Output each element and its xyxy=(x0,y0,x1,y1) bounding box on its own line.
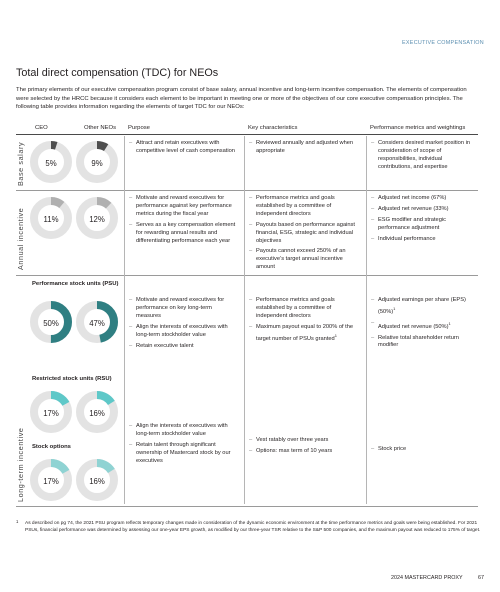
pct-rsu-other: 16% xyxy=(89,409,105,418)
pct-base-salary-other: 9% xyxy=(91,159,103,168)
base-salary-metrics xyxy=(371,140,475,175)
pct-base-salary-ceo: 5% xyxy=(45,159,57,168)
row-label-base-salary: Base salary xyxy=(16,141,25,186)
footnote-ref: 1 xyxy=(448,320,451,326)
pct-annual-other: 12% xyxy=(89,215,105,224)
bullet-item: – Adjusted net revenue $(50\%)^1$ xyxy=(371,320,475,332)
col-header-key: Key characteristics xyxy=(248,125,298,131)
footnote xyxy=(16,520,484,534)
page-number: 67 xyxy=(478,575,484,581)
row-label-annual-incentive: Annual incentive xyxy=(16,207,25,270)
table-rule xyxy=(16,134,478,135)
bullet-item: – Stock price xyxy=(371,446,475,454)
intro-paragraph: The primary elements of our executive compensation program consist of base salary, annual incentive and long-term incentive compensation. The elements of compensation were selected by the HRCC because it considers each element to be important in meeting one or more of the objectives of our core executive compensation principles. The following table provides information regarding the elements of target TDC for our NEOs: xyxy=(16,87,467,111)
annual-purpose xyxy=(129,195,237,248)
footnote-ref: 1 xyxy=(334,332,337,338)
bullet-item: – Motivate and reward executives for performance on key long-term measures xyxy=(129,297,237,321)
bullet-item: – Adjusted net revenue (33%) xyxy=(371,206,475,214)
pct-options-ceo: 17% xyxy=(43,477,59,486)
footnote-text: As described on pg 74, the 2021 PSU program reflects temporary changes made in consideration of the dynamic economic environment at the time performance metrics and goals were being established. For 2021 PSUs, financial performance was determined by assessing our one-year EPS growth, as modified by our three-year TSR relative to the S&P 500 companies, and the maximum payout was reduced to 175% of target. xyxy=(25,521,481,534)
section-label: EXECUTIVE COMPENSATION xyxy=(402,40,484,46)
pct-psu-ceo: 50% xyxy=(43,319,59,328)
footnote-ref: 1 xyxy=(393,305,396,311)
bullet-item: – Align the interests of executives with long-term stockholder value xyxy=(129,423,237,439)
psu-purpose xyxy=(129,297,237,353)
pct-rsu-ceo: 17% xyxy=(43,409,59,418)
options-heading: Stock options xyxy=(32,444,71,450)
table-rule xyxy=(16,506,478,507)
bullet-item: – Payouts based on performance against financial, ESG, strategic and individual objectives xyxy=(249,222,357,246)
bullet-item: – Performance metrics and goals established by a committee of independent directors xyxy=(249,195,357,219)
col-header-ceo: CEO xyxy=(35,125,48,131)
bullet-item: – Adjusted earnings per share (EPS) $(50\%)^1$ xyxy=(371,297,475,317)
footer-doc-title: 2024 MASTERCARD PROXY xyxy=(391,575,463,581)
annual-metrics xyxy=(371,195,475,247)
pct-psu-other: 47% xyxy=(89,319,105,328)
column-divider xyxy=(366,136,367,504)
psu-heading: Performance stock units (PSU) xyxy=(32,281,119,287)
col-header-other-neos: Other NEOs xyxy=(84,125,117,131)
page-title: Total direct compensation (TDC) for NEOs xyxy=(16,67,219,79)
rsu-options-key xyxy=(249,437,357,459)
bullet-item: – Options: max term of 10 years xyxy=(249,448,357,456)
column-divider xyxy=(124,136,125,504)
row-label-long-term-incentive: Long-term incentive xyxy=(16,427,25,502)
bullet-item: – Payouts cannot exceed 250% of an executive’s target annual incentive amount xyxy=(249,248,357,272)
bullet-item: – Performance metrics and goals established by a committee of independent directors xyxy=(249,297,357,321)
bullet-item: – Maximum payout equal to 200% of the target number of PSUs granted$^1$ xyxy=(249,324,357,344)
bullet-item: – Reviewed annually and adjusted when appropriate xyxy=(249,140,357,156)
pct-annual-ceo: 11% xyxy=(43,215,59,224)
page-footer xyxy=(391,575,484,581)
bullet-item: – Considers desired market position in consideration of scope of responsibilities, individual contributions, and expertise xyxy=(371,140,475,172)
base-salary-purpose xyxy=(129,140,237,159)
rsu-heading: Restricted stock units (RSU) xyxy=(32,376,112,382)
col-header-metrics: Performance metrics and weightings xyxy=(370,125,466,131)
base-salary-key xyxy=(249,140,357,159)
psu-key xyxy=(249,297,357,346)
pct-options-other: 16% xyxy=(89,477,105,486)
annual-key xyxy=(249,195,357,275)
footnote-number: 1 xyxy=(16,519,19,524)
psu-metrics xyxy=(371,297,475,353)
bullet-item: – Motivate and reward executives for performance against key performance metrics during the fiscal year xyxy=(129,195,237,219)
rsu-options-purpose xyxy=(129,423,237,469)
bullet-item: – Adjusted net income (67%) xyxy=(371,195,475,203)
bullet-item: – Individual performance xyxy=(371,236,475,244)
table-rule xyxy=(16,190,478,191)
bullet-item: – Vest ratably over three years xyxy=(249,437,357,445)
bullet-item: – Attract and retain executives with competitive level of cash compensation xyxy=(129,140,237,156)
rsu-options-metrics xyxy=(371,446,475,457)
column-divider xyxy=(244,136,245,504)
bullet-item: – Serves as a key compensation element for rewarding annual results and differentiating performance each year xyxy=(129,222,237,246)
bullet-item: – Align the interests of executives with long-term stockholder value xyxy=(129,324,237,340)
col-header-purpose: Purpose xyxy=(128,125,150,131)
bullet-item: – Retain executive talent xyxy=(129,343,237,351)
bullet-item: – Retain talent through significant ownership of Mastercard stock by our executives xyxy=(129,442,237,466)
bullet-item: – Relative total shareholder return modifier xyxy=(371,335,475,351)
table-rule xyxy=(16,275,478,276)
bullet-item: – ESG modifier and strategic performance adjustment xyxy=(371,217,475,233)
